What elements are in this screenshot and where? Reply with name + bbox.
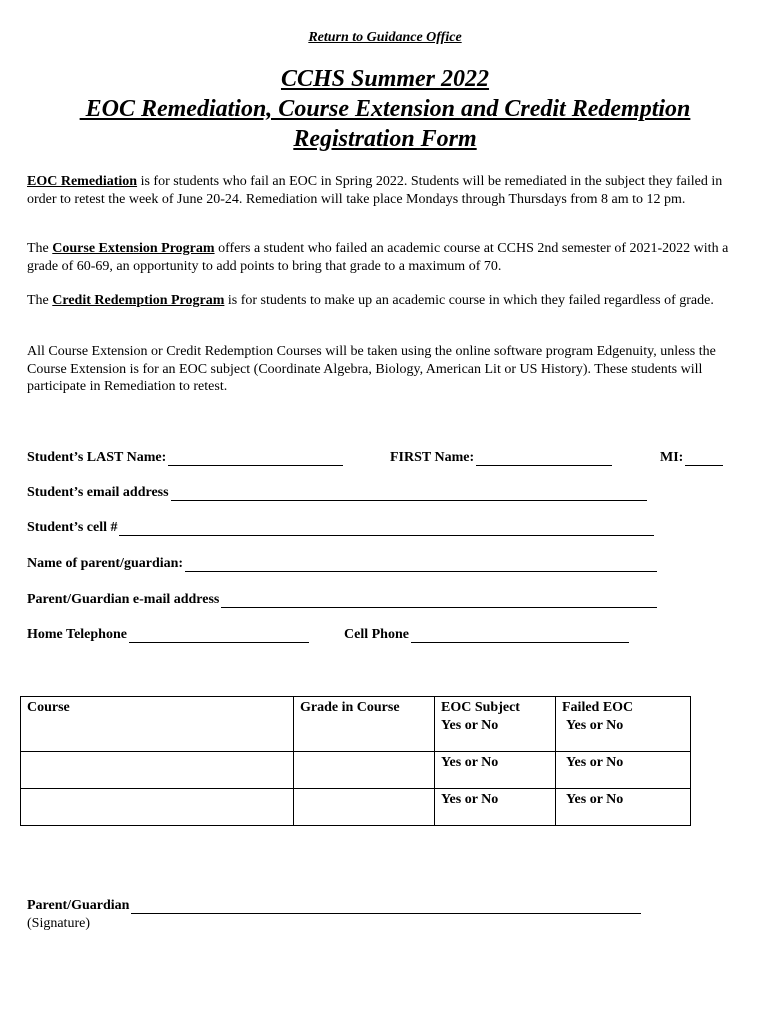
parent-email-field bbox=[27, 592, 657, 608]
home-phone-field bbox=[27, 627, 309, 643]
extension-paragraph bbox=[27, 240, 747, 275]
eoc-subject-cell[interactable]: Yes or No bbox=[435, 789, 556, 826]
return-note: Return to Guidance Office bbox=[308, 30, 462, 45]
eoc-subject-cell[interactable]: Yes or No bbox=[435, 752, 556, 789]
extension-lead: Course Extension Program bbox=[52, 241, 215, 256]
remediation-text: is for students who fail an EOC in Spring 2022. Students will be remediated in the subject they failed in order to retest the week of June 20-24. Remediation will take place Mondays through Thursdays from 8 am to 12 pm. bbox=[27, 174, 723, 207]
last-name-field bbox=[27, 450, 343, 466]
cell-field bbox=[27, 520, 654, 536]
eoc-subject-label: EOC Subject bbox=[441, 700, 520, 715]
parent-name-label: Name of parent/guardian: bbox=[27, 556, 184, 571]
failed-eoc-cell[interactable]: Yes or No bbox=[556, 752, 691, 789]
parent-name-field bbox=[27, 556, 657, 572]
edgenuity-paragraph: All Course Extension or Credit Redemption Courses will be taken using the online software program Edgenuity, unless the Course Extension is for an EOC subject (Coordinate Algebra, Biology, American Lit or US History). These students will participate in Remediation to retest. bbox=[27, 344, 716, 394]
mi-field bbox=[660, 450, 723, 466]
table-row bbox=[21, 752, 691, 789]
course-table bbox=[20, 696, 691, 826]
signature-field bbox=[27, 898, 641, 914]
course-cell[interactable] bbox=[21, 752, 294, 789]
parent-name-input-line[interactable] bbox=[185, 557, 657, 572]
title-line-1: CCHS Summer 2022 bbox=[280, 66, 490, 92]
eoc-subject-header bbox=[435, 697, 556, 752]
signature-input-line[interactable] bbox=[131, 899, 641, 914]
cell-phone-label: Cell Phone bbox=[344, 627, 409, 642]
first-name-input-line[interactable] bbox=[476, 451, 612, 466]
remediation-paragraph bbox=[27, 173, 747, 208]
email-input-line[interactable] bbox=[171, 486, 647, 501]
first-name-label: FIRST Name: bbox=[390, 450, 475, 465]
failed-eoc-header bbox=[556, 697, 691, 752]
cell-input-line[interactable] bbox=[119, 521, 654, 536]
last-name-label: Student’s LAST Name: bbox=[27, 450, 167, 465]
failed-eoc-cell[interactable]: Yes or No bbox=[556, 789, 691, 826]
mi-input-line[interactable] bbox=[685, 451, 723, 466]
mi-label: MI: bbox=[660, 450, 684, 465]
course-cell[interactable] bbox=[21, 789, 294, 826]
redemption-pre: The bbox=[27, 293, 53, 308]
course-header: Course bbox=[21, 697, 294, 752]
title-line-2: EOC Remediation, Course Extension and Credit Redemption bbox=[79, 96, 691, 122]
cell-phone-field bbox=[344, 627, 629, 643]
cell-phone-input-line[interactable] bbox=[411, 628, 629, 643]
failed-eoc-label: Failed EOC bbox=[562, 700, 634, 715]
grade-cell[interactable] bbox=[294, 752, 435, 789]
home-phone-input-line[interactable] bbox=[129, 628, 309, 643]
eoc-subject-yes-no[interactable]: Yes or No bbox=[441, 718, 499, 733]
table-header-row bbox=[21, 697, 691, 752]
grade-cell[interactable] bbox=[294, 789, 435, 826]
home-phone-label: Home Telephone bbox=[27, 627, 127, 642]
extension-text: offers a student who failed an academic course at CCHS 2nd semester of 2021-2022 with a grade of 60-69, an opportunity to add points to bring that grade to a maximum of 70. bbox=[27, 241, 729, 274]
cell-label: Student’s cell # bbox=[27, 520, 118, 535]
table-row bbox=[21, 789, 691, 826]
signature-note: (Signature) bbox=[27, 916, 90, 931]
parent-email-label: Parent/Guardian e-mail address bbox=[27, 592, 220, 607]
email-label: Student’s email address bbox=[27, 485, 169, 500]
parent-email-input-line[interactable] bbox=[221, 593, 657, 608]
redemption-paragraph bbox=[27, 292, 747, 310]
signature-label: Parent/Guardian bbox=[27, 898, 130, 913]
first-name-field bbox=[390, 450, 612, 466]
extension-pre: The bbox=[27, 241, 53, 256]
last-name-input-line[interactable] bbox=[168, 451, 343, 466]
title-line-3: Registration Form bbox=[293, 126, 477, 152]
redemption-text: is for students to make up an academic course in which they failed regardless of grade. bbox=[224, 293, 714, 308]
failed-eoc-yes-no[interactable]: Yes or No bbox=[566, 718, 624, 733]
email-field bbox=[27, 485, 647, 501]
remediation-lead: EOC Remediation bbox=[27, 174, 138, 189]
redemption-lead: Credit Redemption Program bbox=[52, 293, 225, 308]
grade-header: Grade in Course bbox=[294, 697, 435, 752]
